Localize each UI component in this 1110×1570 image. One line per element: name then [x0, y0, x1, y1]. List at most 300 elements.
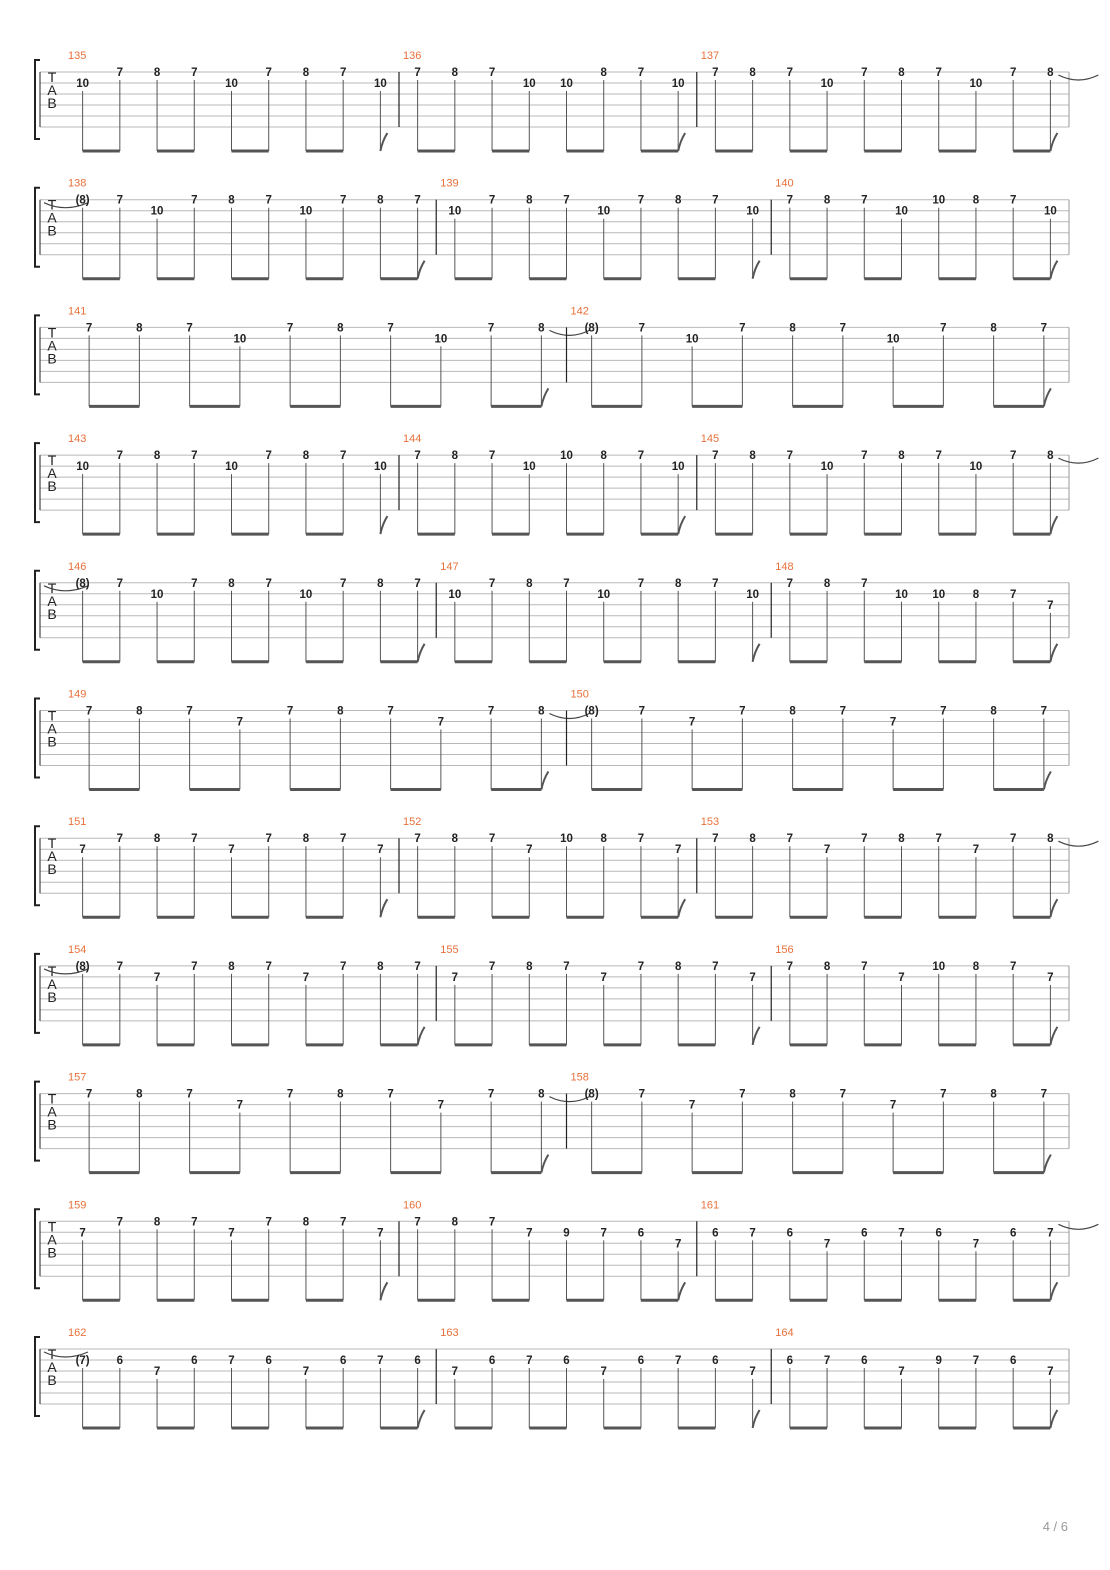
tab-clef-letter: T	[47, 962, 57, 979]
fret-number: 8	[600, 450, 607, 463]
fret-number: 7	[191, 1216, 198, 1229]
fret-number: 10	[299, 588, 313, 601]
tie-out-arc	[1058, 1224, 1098, 1229]
system-bracket	[35, 1209, 40, 1288]
fret-number: 7	[339, 450, 347, 463]
note-flag	[1050, 261, 1057, 279]
fret-number: 7	[861, 450, 868, 463]
fret-number: 7	[861, 577, 868, 590]
fret-number: 7	[339, 577, 347, 590]
fret-number: 7	[488, 960, 496, 973]
fret-number: 6	[1009, 1355, 1017, 1367]
fret-number: 7	[898, 1227, 905, 1240]
fret-number: 8	[302, 1216, 310, 1229]
measure-number: 143	[68, 433, 87, 446]
fret-number: 7	[526, 1355, 533, 1367]
fret-number: 7	[1040, 1088, 1048, 1101]
fret-number: 10	[299, 205, 313, 218]
fret-number: 7	[739, 1088, 746, 1101]
fret-number: 7	[488, 833, 496, 846]
measure-number: 164	[775, 1327, 794, 1339]
system-bracket	[35, 699, 40, 778]
fret-number: 7	[861, 67, 868, 79]
fret-number: 6	[1009, 1227, 1017, 1240]
fret-number: 7	[972, 844, 980, 857]
fret-number: 7	[674, 1238, 682, 1251]
fret-number: 7	[488, 67, 496, 79]
fret-number: 7	[823, 1238, 831, 1251]
fret-number: 7	[637, 450, 645, 463]
note-flag	[1050, 644, 1057, 662]
fret-number: 7	[186, 322, 193, 335]
fret-number: 7	[712, 450, 719, 463]
fret-number: 7	[186, 705, 193, 718]
tab-clef-letter: A	[47, 465, 57, 482]
fret-number: 6	[935, 1227, 942, 1240]
fret-number: 7	[387, 1088, 394, 1101]
fret-number: 6	[116, 1355, 124, 1367]
fret-number: 7	[940, 705, 947, 718]
fret-number: 7	[563, 577, 570, 590]
fret-number: 6	[414, 1355, 421, 1367]
fret-number: 10	[522, 461, 536, 474]
measure-number: 145	[700, 433, 720, 446]
page-number: 4 / 6	[1042, 1519, 1068, 1534]
fret-number: 7	[451, 1366, 459, 1378]
fret-number: 7	[437, 716, 445, 729]
fret-number: 10	[895, 588, 908, 601]
fret-number: 8	[972, 194, 980, 207]
fret-number: (7)	[75, 1355, 90, 1367]
fret-number: 8	[789, 705, 796, 718]
fret-number: 7	[414, 194, 421, 207]
fret-number: 7	[972, 1355, 980, 1367]
fret-number: 10	[685, 333, 699, 346]
tie-out-arc	[1058, 841, 1098, 846]
fret-number: 8	[789, 322, 796, 335]
measure-number: 141	[68, 305, 87, 318]
fret-number: 7	[786, 960, 794, 973]
tab-clef-letter: T	[47, 707, 57, 724]
fret-number: 6	[861, 1227, 868, 1240]
fret-number: 7	[286, 705, 294, 718]
measure-number: 151	[68, 816, 87, 829]
note-flag	[1050, 1410, 1057, 1428]
measure-number: 139	[440, 177, 459, 190]
fret-number: 7	[414, 577, 421, 590]
fret-number: 7	[600, 1227, 607, 1240]
measure-number: 157	[68, 1071, 87, 1084]
fret-number: (8)	[75, 577, 90, 590]
fret-number: 7	[739, 322, 746, 335]
fret-number: 6	[712, 1227, 719, 1240]
fret-number: 7	[786, 833, 794, 846]
fret-number: 7	[526, 844, 533, 857]
fret-number: 8	[136, 322, 143, 335]
measure-number: 160	[403, 1199, 422, 1212]
fret-number: 8	[990, 322, 997, 335]
fret-number: 8	[823, 194, 831, 207]
fret-number: 7	[79, 1227, 86, 1240]
tab-clef-letter: T	[47, 1218, 57, 1235]
fret-number: (8)	[584, 1088, 599, 1101]
fret-number: 7	[600, 1366, 607, 1378]
tab-clef-letter: T	[47, 579, 57, 596]
fret-number: 7	[1009, 450, 1017, 463]
fret-number: 7	[786, 450, 794, 463]
tab-clef-letter: A	[47, 1359, 57, 1375]
note-flag	[678, 133, 685, 151]
system-bracket	[35, 315, 40, 394]
fret-number: 7	[487, 705, 495, 718]
fret-number: 7	[488, 194, 496, 207]
note-flag	[380, 133, 387, 151]
fret-number: 10	[225, 78, 238, 90]
note-flag	[1050, 516, 1057, 534]
measure-number: 156	[775, 943, 794, 956]
system-bracket	[35, 954, 40, 1033]
tie-out-arc	[549, 330, 589, 335]
measure-number: 152	[403, 816, 422, 829]
fret-number: 10	[76, 78, 90, 90]
tab-clef-letter: B	[47, 222, 57, 239]
fret-number: 9	[563, 1227, 570, 1240]
fret-number: 10	[886, 333, 900, 346]
measure-number: 162	[68, 1327, 87, 1339]
fret-number: 8	[302, 833, 310, 846]
fret-number: 7	[488, 450, 496, 463]
fret-number: 10	[434, 333, 448, 346]
tab-clef-letter: T	[47, 835, 57, 852]
fret-number: 7	[638, 322, 646, 335]
fret-number: 8	[749, 67, 756, 79]
fret-number: 7	[191, 450, 198, 463]
fret-number: 8	[377, 194, 384, 207]
fret-number: 7	[414, 1216, 421, 1229]
tab-clef-letter: T	[47, 69, 57, 85]
fret-number: 10	[448, 205, 462, 218]
measure-number: 161	[700, 1199, 720, 1212]
fret-number: 8	[153, 1216, 161, 1229]
fret-number: 7	[339, 194, 347, 207]
system-bracket	[35, 571, 40, 650]
fret-number: 7	[739, 705, 746, 718]
fret-number: 10	[560, 450, 573, 463]
note-flag	[753, 644, 760, 662]
fret-number: 6	[637, 1227, 645, 1240]
note-flag	[380, 899, 387, 917]
fret-number: 7	[638, 705, 646, 718]
fret-number: 8	[898, 833, 905, 846]
tie-out-arc	[549, 1097, 589, 1102]
system-bracket	[35, 826, 40, 905]
fret-number: 7	[1040, 705, 1048, 718]
fret-number: 8	[377, 960, 384, 973]
fret-number: 8	[990, 1088, 997, 1101]
fret-number: 7	[191, 960, 198, 973]
fret-number: 10	[969, 461, 983, 474]
fret-number: 7	[1047, 1366, 1054, 1378]
fret-number: 7	[265, 450, 272, 463]
fret-number: 7	[688, 716, 696, 729]
measure-number: 137	[700, 50, 720, 62]
fret-number: 7	[688, 1099, 696, 1112]
tab-clef-letter: A	[47, 848, 57, 865]
fret-number: 7	[786, 194, 794, 207]
fret-number: 8	[228, 960, 235, 973]
fret-number: 8	[823, 577, 831, 590]
fret-number: 7	[414, 450, 421, 463]
fret-number: 7	[153, 971, 161, 984]
note-flag	[1050, 899, 1057, 917]
fret-number: (8)	[584, 322, 599, 335]
fret-number: 6	[786, 1227, 794, 1240]
fret-number: 10	[671, 461, 685, 474]
fret-number: 10	[150, 588, 164, 601]
fret-number: 8	[451, 67, 459, 79]
fret-number: 6	[637, 1355, 645, 1367]
fret-number: 7	[85, 705, 93, 718]
tab-clef-letter: B	[47, 988, 57, 1005]
fret-number: 7	[935, 67, 942, 79]
fret-number: 7	[228, 1227, 235, 1240]
fret-number: 6	[339, 1355, 347, 1367]
fret-number: (8)	[584, 705, 599, 718]
fret-number: 8	[749, 833, 756, 846]
fret-number: 7	[563, 960, 570, 973]
fret-number: 8	[898, 450, 905, 463]
fret-number: 8	[1047, 833, 1054, 846]
tab-clef-letter: A	[47, 975, 57, 992]
note-flag	[678, 516, 685, 534]
fret-number: 7	[191, 833, 198, 846]
fret-number: 10	[932, 960, 946, 973]
fret-number: 8	[1047, 67, 1054, 79]
fret-number: 7	[712, 960, 719, 973]
fret-number: 7	[749, 1366, 756, 1378]
measure-number: 142	[570, 305, 589, 318]
fret-number: 6	[786, 1355, 794, 1367]
fret-number: 7	[339, 67, 347, 79]
fret-number: 8	[451, 450, 459, 463]
fret-number: 7	[339, 1216, 347, 1229]
fret-number: 8	[302, 450, 310, 463]
fret-number: 7	[377, 844, 384, 857]
fret-number: 6	[861, 1355, 868, 1367]
tab-clef-letter: T	[47, 324, 57, 341]
fret-number: 8	[136, 1088, 143, 1101]
fret-number: 7	[286, 1088, 294, 1101]
note-flag	[1050, 133, 1057, 151]
measure-number: 135	[68, 50, 87, 62]
fret-number: 7	[79, 844, 86, 857]
fret-number: 7	[972, 1238, 980, 1251]
measure-number: 153	[700, 816, 720, 829]
fret-number: 10	[895, 205, 908, 218]
fret-number: 7	[228, 1355, 235, 1367]
tab-clef-letter: A	[47, 82, 57, 98]
fret-number: 8	[674, 194, 682, 207]
note-flag	[1044, 772, 1051, 790]
measure-number: 155	[440, 943, 459, 956]
fret-number: 7	[265, 194, 272, 207]
fret-number: 10	[76, 461, 90, 474]
fret-number: 7	[1047, 1227, 1054, 1240]
tab-clef-letter: B	[47, 605, 57, 622]
note-flag	[380, 1282, 387, 1300]
tab-clef-letter: B	[47, 478, 57, 495]
fret-number: 7	[339, 833, 347, 846]
tab-clef-letter: B	[47, 1372, 57, 1388]
fret-number: 7	[1009, 588, 1017, 601]
note-flag	[541, 388, 548, 406]
tab-clef-letter: T	[47, 1090, 57, 1107]
fret-number: 7	[153, 1366, 161, 1378]
fret-number: 7	[889, 716, 897, 729]
fret-number: 10	[373, 461, 387, 474]
note-flag	[753, 1027, 760, 1045]
fret-number: 10	[225, 461, 238, 474]
fret-number: 7	[387, 705, 394, 718]
tie-out-arc	[1058, 75, 1098, 80]
fret-number: 7	[839, 1088, 847, 1101]
fret-number: 7	[1009, 67, 1017, 79]
note-flag	[418, 1027, 425, 1045]
measure-number: 149	[68, 688, 87, 701]
fret-number: 8	[749, 450, 756, 463]
fret-number: 8	[1047, 450, 1054, 463]
fret-number: 7	[116, 577, 124, 590]
measure-number: 150	[570, 688, 589, 701]
fret-number: 7	[637, 960, 645, 973]
fret-number: 6	[488, 1355, 496, 1367]
fret-number: 7	[228, 844, 235, 857]
note-flag	[418, 644, 425, 662]
fret-number: 8	[337, 705, 344, 718]
fret-number: 8	[823, 960, 831, 973]
tab-clef-letter: T	[47, 1346, 57, 1362]
measure-number: 146	[68, 560, 87, 573]
note-flag	[1050, 1027, 1057, 1045]
fret-number: 7	[940, 1088, 947, 1101]
fret-number: 8	[538, 322, 545, 335]
fret-number: 7	[749, 1227, 756, 1240]
fret-number: 10	[969, 78, 983, 90]
fret-number: 7	[488, 577, 496, 590]
fret-number: 7	[1009, 833, 1017, 846]
fret-number: 7	[861, 960, 868, 973]
fret-number: 9	[935, 1355, 942, 1367]
fret-number: 8	[674, 960, 682, 973]
measure-number: 147	[440, 560, 459, 573]
measure-number: 138	[68, 177, 87, 190]
note-flag	[418, 261, 425, 279]
fret-number: 7	[1009, 960, 1017, 973]
tab-clef-letter: B	[47, 861, 57, 878]
system-bracket	[35, 1082, 40, 1161]
fret-number: 7	[191, 577, 198, 590]
fret-number: 10	[932, 588, 946, 601]
fret-number: 8	[228, 577, 235, 590]
fret-number: 8	[451, 1216, 459, 1229]
fret-number: 7	[898, 971, 905, 984]
measure-number: 136	[403, 50, 422, 62]
fret-number: 8	[153, 833, 161, 846]
fret-number: 10	[522, 78, 536, 90]
fret-number: 8	[538, 1088, 545, 1101]
tab-clef-letter: A	[47, 209, 57, 226]
fret-number: 10	[233, 333, 247, 346]
tab-clef-letter: A	[47, 337, 57, 354]
note-flag	[753, 261, 760, 279]
fret-number: 8	[526, 960, 533, 973]
system-bracket	[35, 60, 40, 139]
fret-number: 10	[597, 205, 611, 218]
fret-number: 8	[377, 577, 384, 590]
fret-number: 8	[451, 833, 459, 846]
fret-number: 10	[820, 78, 834, 90]
fret-number: 7	[786, 67, 794, 79]
fret-number: 7	[712, 577, 719, 590]
fret-number: 7	[236, 716, 244, 729]
fret-number: 7	[898, 1366, 905, 1378]
fret-number: 8	[228, 194, 235, 207]
fret-number: 8	[136, 705, 143, 718]
tab-clef-letter: B	[47, 1116, 57, 1133]
fret-number: 7	[302, 1366, 310, 1378]
fret-number: 7	[116, 194, 124, 207]
fret-number: 7	[935, 450, 942, 463]
fret-number: 7	[116, 1216, 124, 1229]
fret-number: 7	[1009, 194, 1017, 207]
measure-number: 148	[775, 560, 794, 573]
fret-number: 7	[861, 194, 868, 207]
fret-number: 10	[746, 205, 760, 218]
fret-number: 6	[265, 1355, 272, 1367]
fret-number: 7	[377, 1355, 384, 1367]
fret-number: 8	[337, 322, 344, 335]
fret-number: 8	[600, 67, 607, 79]
fret-number: 7	[823, 844, 831, 857]
fret-number: 7	[1040, 322, 1048, 335]
fret-number: 8	[337, 1088, 344, 1101]
fret-number: 7	[637, 833, 645, 846]
fret-number: 8	[898, 67, 905, 79]
fret-number: 7	[839, 705, 847, 718]
fret-number: 8	[972, 960, 980, 973]
fret-number: 10	[448, 588, 462, 601]
fret-number: 7	[116, 960, 124, 973]
note-flag	[1044, 1155, 1051, 1173]
measure-number: 140	[775, 177, 794, 190]
fret-number: 7	[940, 322, 947, 335]
fret-number: 7	[488, 1216, 496, 1229]
tab-clef-letter: B	[47, 1244, 57, 1261]
fret-number: 7	[487, 1088, 495, 1101]
system-bracket	[35, 443, 40, 522]
fret-number: 7	[265, 67, 272, 79]
tab-clef-letter: A	[47, 1231, 57, 1248]
fret-number: 7	[265, 1216, 272, 1229]
tab-clef-letter: A	[47, 1103, 57, 1120]
fret-number: 7	[674, 1355, 682, 1367]
fret-number: 7	[637, 194, 645, 207]
fret-number: 7	[265, 833, 272, 846]
fret-number: 7	[712, 194, 719, 207]
fret-number: 8	[526, 577, 533, 590]
fret-number: 10	[820, 461, 834, 474]
tab-clef-letter: T	[47, 452, 57, 469]
